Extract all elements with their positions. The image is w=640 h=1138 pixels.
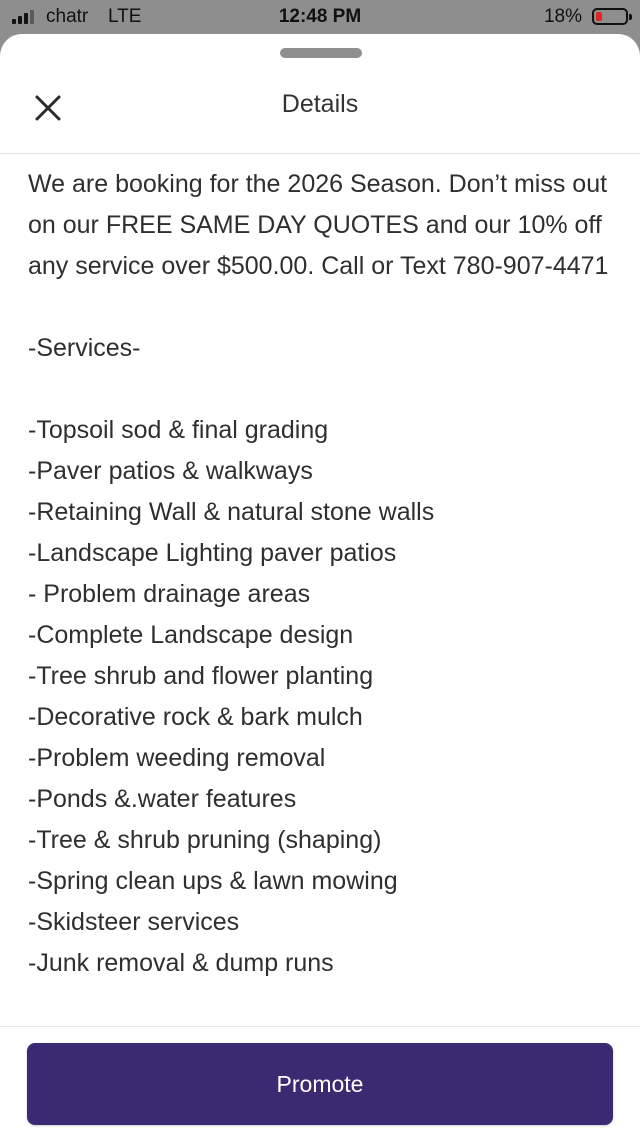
page-title: Details [281,90,359,118]
sheet-header [0,64,640,154]
details-sheet [0,34,640,1138]
list-item: -Complete Landscape design [28,621,354,649]
list-item: -Problem weeding removal [28,744,326,772]
battery-percent: 18% [543,6,582,27]
status-bar [0,0,640,34]
list-item: -Decorative rock & bark mulch [28,703,363,731]
list-item: -Paver patios & walkways [28,457,313,485]
list-item: -Ponds &.water features [28,785,297,813]
services-heading: -Services- [28,334,141,362]
status-time: 12:48 PM [278,6,362,27]
footer-bar [0,1026,640,1138]
list-item: -Spring clean ups & lawn mowing [28,867,398,895]
list-item: - Problem drainage areas [28,580,311,608]
network-type: LTE [108,6,142,27]
battery-icon [592,8,628,25]
carrier-name: chatr [46,6,89,27]
list-item: -Retaining Wall & natural stone walls [28,498,435,526]
services-list [28,410,618,984]
list-item: -Skidsteer services [28,908,240,936]
list-item: -Junk removal & dump runs [28,949,334,977]
list-item: -Tree & shrub pruning (shaping) [28,826,382,854]
list-item: -Topsoil sod & final grading [28,416,329,444]
spacer [28,369,618,410]
promote-button[interactable]: Promote [27,1043,613,1125]
spacer [28,287,618,328]
description-intro: We are booking for the 2026 Season. Don’t miss out on our FREE SAME DAY QUOTES and our 10% off any service over $500.00. Call or Text 780-907-4471 [28,170,609,280]
list-item: -Landscape Lighting paver patios [28,539,397,567]
sheet-grabber-handle[interactable] [280,48,362,58]
description-content [28,164,618,984]
list-item: -Tree shrub and flower planting [28,662,374,690]
